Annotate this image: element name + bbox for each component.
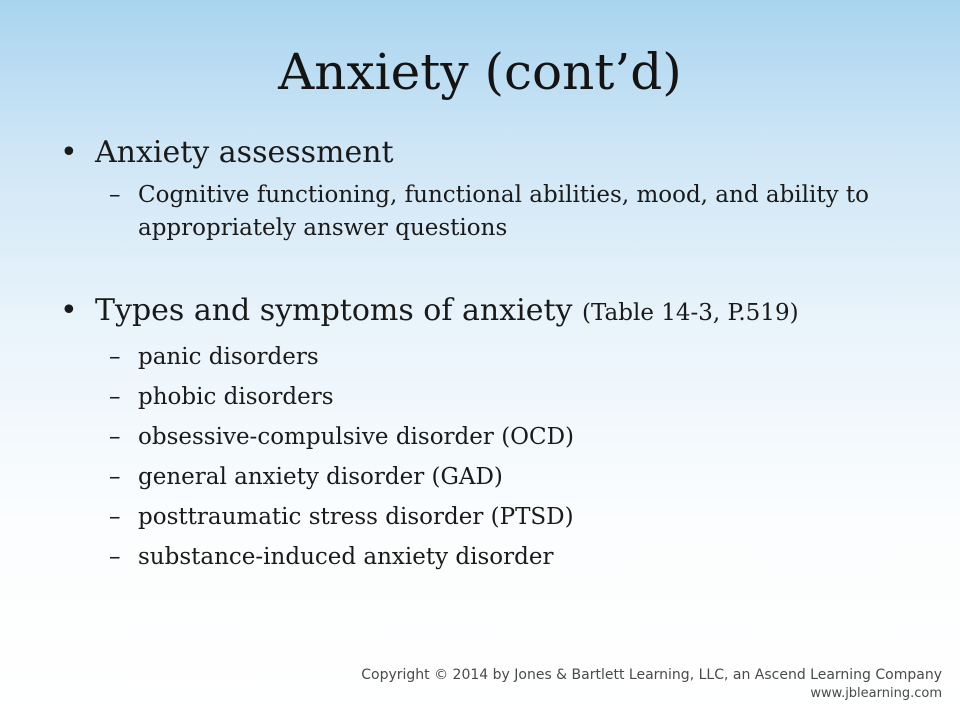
sub-item-substance-induced [58,541,918,574]
sub-item-marker: – [109,544,121,570]
website-url: www.jblearning.com [810,686,942,701]
bullet-marker: • [60,135,78,170]
sub-item-text: substance-induced anxiety disorder [138,544,554,570]
anxiety-types-list [58,341,918,574]
sub-item-panic-disorders [58,341,918,374]
sub-item-text: Cognitive functioning, functional abilities, mood, and ability to appropriately answer questions [138,182,869,241]
sub-item-ptsd [58,501,918,534]
slide-title: Anxiety (cont’d) [278,43,682,101]
table-reference: (Table 14-3, P.519) [582,300,799,326]
copyright-text: Copyright © 2014 by Jones & Bartlett Learning, LLC, an Ascend Learning Company [361,667,942,683]
sub-item-ocd [58,421,918,454]
sub-item-marker: – [109,344,121,370]
sub-item-marker: – [109,424,121,450]
sub-item-text: panic disorders [138,344,319,370]
sub-item-text: phobic disorders [138,384,334,410]
bullet-text: Anxiety assessment [95,135,394,170]
sub-item-text: obsessive-compulsive disorder (OCD) [138,424,575,450]
sub-item-text: general anxiety disorder (GAD) [138,464,503,490]
sub-item-marker: – [109,504,121,530]
bullet-text: Types and symptoms of anxiety [95,293,573,328]
sub-item-gad [58,461,918,494]
copyright-footer [361,666,942,703]
sub-item-assessment-details [58,179,918,245]
sub-item-marker: – [109,384,121,410]
sub-item-text: posttraumatic stress disorder (PTSD) [138,504,574,530]
slide-content [58,133,918,574]
sub-item-marker: – [109,464,121,490]
bullet-anxiety-assessment [58,133,918,173]
sub-item-phobic-disorders [58,381,918,414]
bullet-types-and-symptoms [58,291,918,333]
sub-item-marker: – [109,182,121,208]
bullet-marker: • [60,293,78,328]
